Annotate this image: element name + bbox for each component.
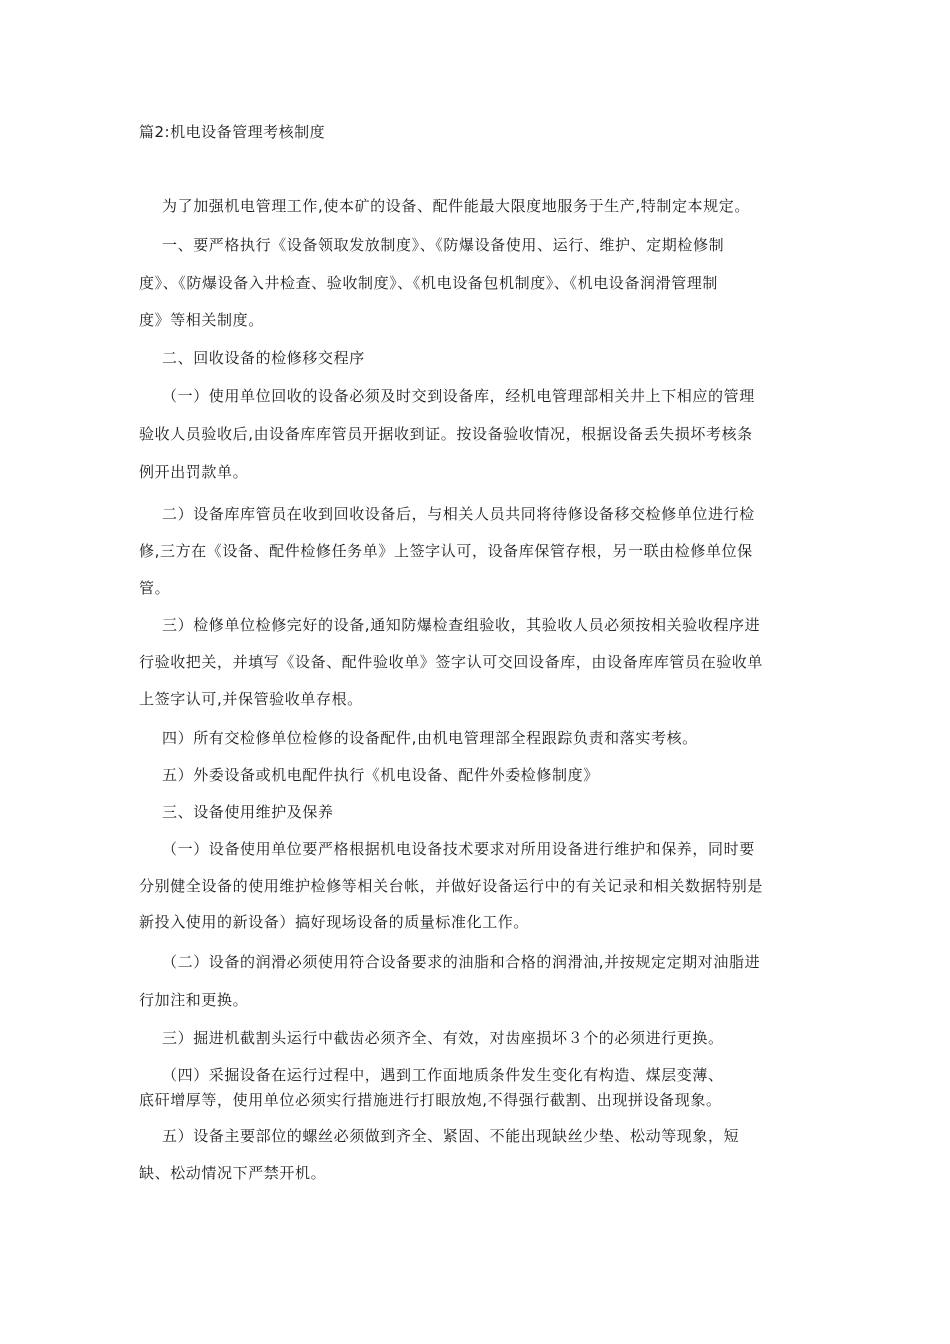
paragraph-line: 管。 [139,579,171,597]
paragraph-line: （二）设备的润滑必须使用符合设备要求的油脂和合格的润滑油,并按规定定期对油脂进 [162,953,761,971]
paragraph-line: （一）设备使用单位要严格根据机电设备技术要求对所用设备进行维护和保养，同时要 [162,840,755,858]
paragraph-line: 五）设备主要部位的螺丝必须做到齐全、紧固、不能出现缺丝少垫、松动等现象，短 [162,1127,740,1145]
document-title: 篇2:机电设备管理考核制度 [139,123,326,141]
paragraph-line: 五）外委设备或机电配件执行《机电设备、配件外委检修制度》 [162,766,599,784]
paragraph-line: 例开出罚款单。 [139,463,249,481]
paragraph-line: 三）检修单位检修完好的设备,通知防爆检查组验收，其验收人员必须按相关验收程序进 [162,616,761,634]
paragraph-line: 四）所有交检修单位检修的设备配件,由机电管理部全程跟踪负责和落实考核。 [162,729,698,747]
paragraph-line: （一）使用单位回收的设备必须及时交到设备库，经机电管理部相关井上下相应的管理 [162,387,755,405]
paragraph-line: 为了加强机电管理工作,使本矿的设备、配件能最大限度地服务于生产,特制定本规定。 [162,197,750,215]
paragraph-line: 一、要严格执行《设备领取发放制度》、《防爆设备使用、运行、维护、定期检修制 [162,236,725,254]
paragraph-line: 修,三方在《设备、配件检修任务单》上签字认可，设备库保管存根，另一联由检修单位保 [139,542,753,560]
paragraph-line: 上签字认可,并保管验收单存根。 [139,690,363,708]
paragraph-line: 二）设备库库管员在收到回收设备后，与相关人员共同将待修设备移交检修单位进行检 [162,505,755,523]
section-heading: 三、设备使用维护及保养 [162,803,334,821]
paragraph-line: 行验收把关，并填写《设备、配件验收单》签字认可交回设备库，由设备库库管员在验收单 [139,653,764,671]
paragraph-line: 新投入使用的新设备）搞好现场设备的质量标准化工作。 [139,913,530,931]
paragraph-line: 底矸增厚等，使用单位必须实行措施进行打眼放炮,不得强行截割、出现拼设备现象。 [139,1091,722,1109]
paragraph-line: 三）掘进机截割头运行中截齿必须齐全、有效，对齿座损坏３个的必须进行更换。 [162,1029,724,1047]
paragraph-line: 分别健全设备的使用维护检修等相关台帐，并做好设备运行中的有关记录和相关数据特别是 [139,877,764,895]
paragraph-line: 验收人员验收后,由设备库库管员开据收到证。按设备验收情况，根据设备丢失损坏考核条 [139,425,753,443]
paragraph-line: 缺、松动情况下严禁开机。 [139,1164,327,1182]
paragraph-line: 度》等相关制度。 [139,311,264,329]
paragraph-line: 度》、《防爆设备入井检查、验收制度》、《机电设备包机制度》、《机电设备润滑管理制 [139,274,719,292]
section-heading: 二、回收设备的检修移交程序 [162,349,365,367]
paragraph-line: （四）采掘设备在运行过程中，遇到工作面地质条件发生变化有构造、煤层变薄、 [162,1066,724,1084]
paragraph-line: 行加注和更换。 [139,991,249,1009]
